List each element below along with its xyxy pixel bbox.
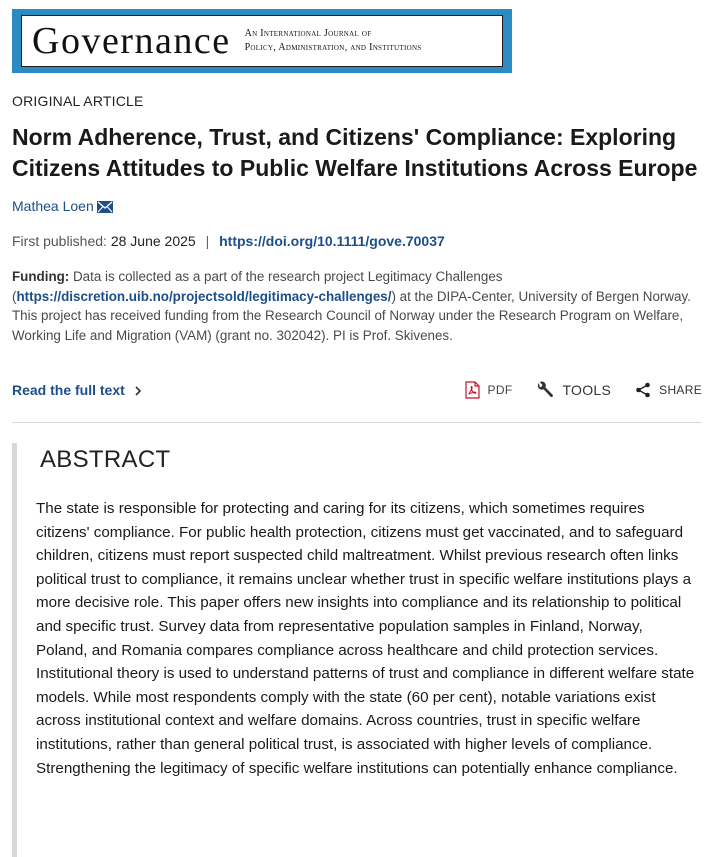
section-divider bbox=[12, 422, 702, 423]
pdf-label: PDF bbox=[487, 383, 513, 397]
article-type: ORIGINAL ARTICLE bbox=[12, 93, 144, 109]
funding-text-after: ) at the DIPA-Center, University of Bergen Norway. This project has received funding from the Research Council of Norway under the Research Program on Welfare, Working Life and Migration (VAM) (grant no. 302042). PI is Prof. Skivenes. bbox=[12, 288, 691, 343]
tools-label: TOOLS bbox=[562, 382, 612, 398]
journal-banner[interactable] bbox=[12, 9, 512, 73]
abstract-section bbox=[12, 443, 702, 857]
funding-text-before: Data is collected as a part of the research project Legitimacy Challenges ( bbox=[12, 269, 503, 304]
article-title: Norm Adherence, Trust, and Citizens' Compliance: Exploring Citizens Attitudes to Public Welfare Institutions Across Europe bbox=[12, 124, 698, 181]
read-full-text-link[interactable] bbox=[12, 382, 142, 398]
pdf-button[interactable] bbox=[465, 381, 513, 399]
mail-icon[interactable] bbox=[97, 200, 113, 212]
chevron-right-icon bbox=[134, 384, 142, 396]
tools-button[interactable] bbox=[536, 381, 611, 399]
abstract-body: The state is responsible for protecting and caring for its citizens, which sometimes requires citizens' compliance. For public health protection, citizens must get vaccinated, and to safeguard children, citizens must report suspected child maltreatment. Whilst previous research often links political trust to compliance, it remains unclear whether trust in specific welfare institutions plays a more decisive role. This paper offers new insights into compliance and its relationship to political and specific trust. Survey data from representative population samples in Finland, Norway, Poland, and Romania compares compliance across healthcare and child protection services. Institutional theory is used to understand patterns of trust and compliance in different welfare state models. While most respondents comply with the state (60 per cent), notable variations exist across institutional context and welfare domains. Across countries, trust in specific welfare institutions, rather than general political trust, is associated with higher levels of compliance. Strengthening the legitimacy of specific welfare institutions can potentially enhance compliance. bbox=[36, 500, 695, 777]
funding-statement bbox=[12, 267, 702, 345]
share-icon bbox=[635, 382, 651, 398]
journal-banner-inner bbox=[21, 15, 503, 67]
pdf-icon bbox=[465, 381, 480, 399]
abstract-heading: ABSTRACT bbox=[40, 446, 171, 473]
doi-link[interactable]: https://doi.org/10.1111/gove.70037 bbox=[219, 233, 445, 249]
author-link[interactable]: Mathea Loen bbox=[12, 198, 94, 214]
journal-tagline bbox=[245, 27, 422, 55]
read-full-text-label: Read the full text bbox=[12, 382, 125, 398]
journal-name: Governance bbox=[32, 20, 231, 62]
share-button[interactable] bbox=[635, 382, 702, 398]
funding-label: Funding: bbox=[12, 269, 70, 284]
journal-tagline-line2: Policy, Administration, and Institutions bbox=[244, 42, 422, 53]
first-published-label: First published: bbox=[12, 233, 107, 249]
separator: | bbox=[205, 233, 210, 249]
first-published-date: 28 June 2025 bbox=[110, 233, 196, 249]
share-label: SHARE bbox=[659, 383, 702, 397]
journal-tagline-line1: An International Journal of bbox=[244, 28, 372, 39]
wrench-icon bbox=[536, 381, 554, 399]
funding-link[interactable]: https://discretion.uib.no/projectsold/legitimacy-challenges/ bbox=[16, 288, 392, 304]
author-line bbox=[12, 198, 113, 214]
publication-info bbox=[12, 233, 445, 249]
article-toolbar bbox=[465, 381, 702, 399]
